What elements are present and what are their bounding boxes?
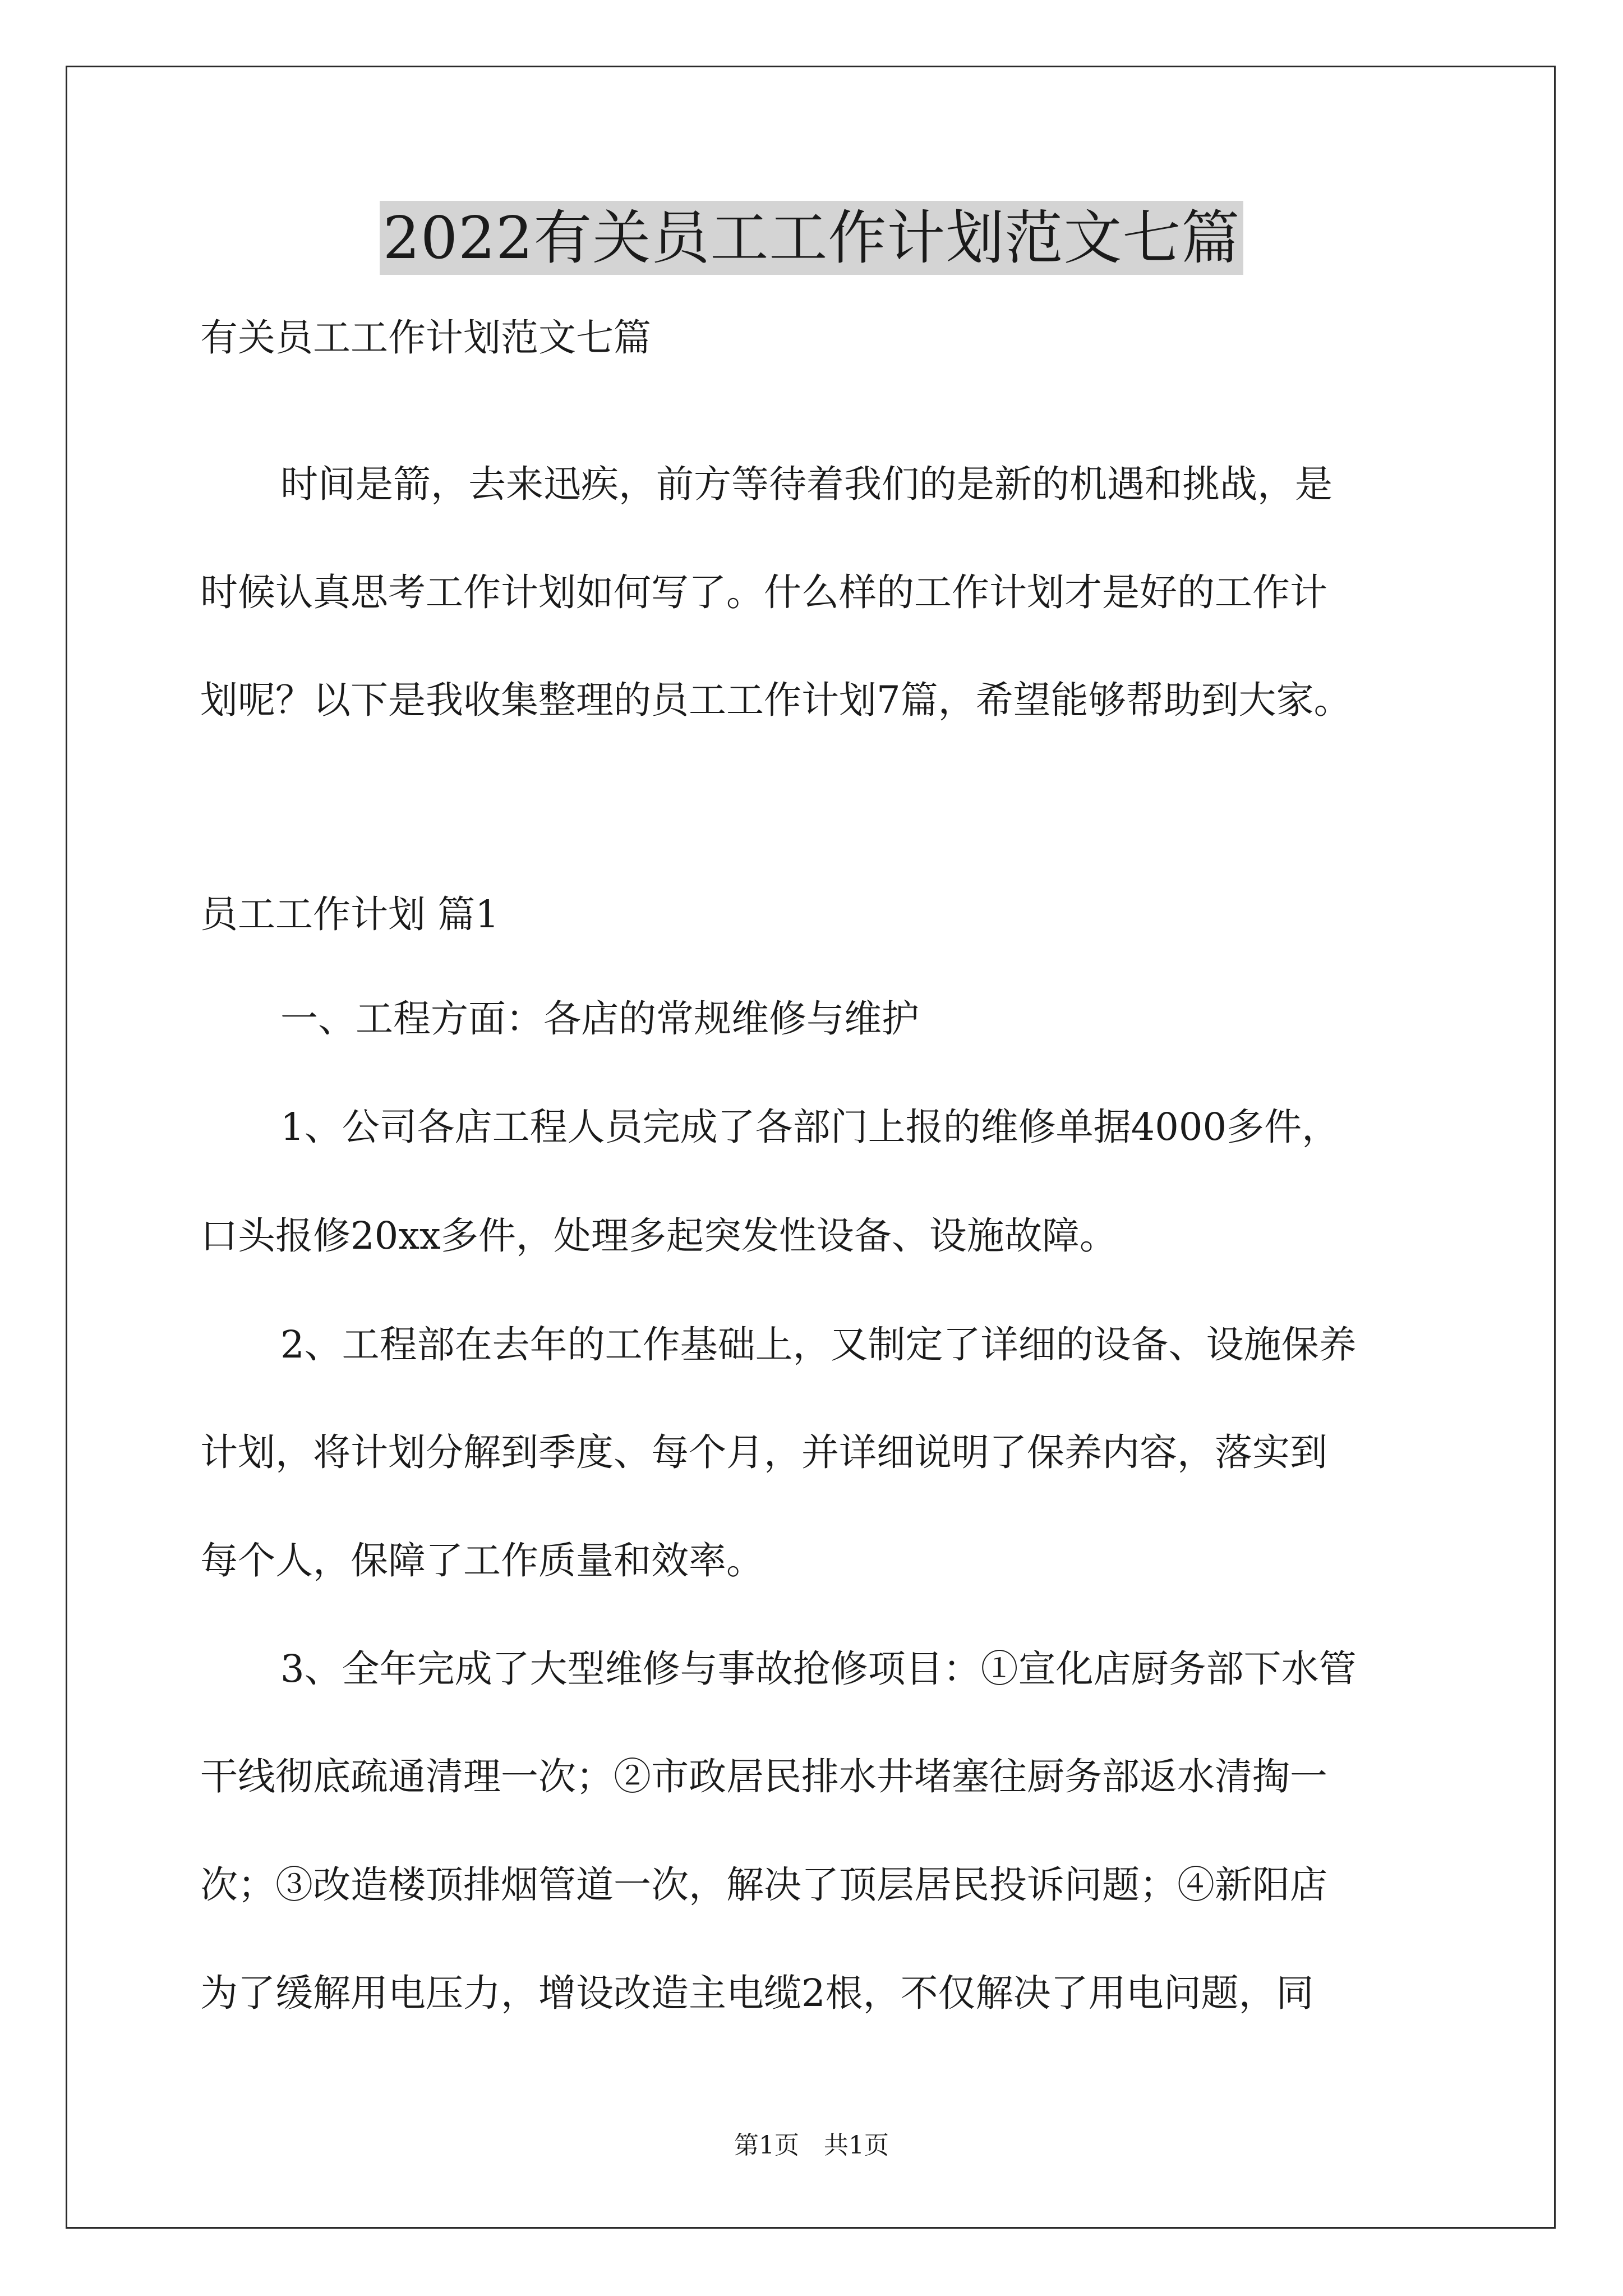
paragraph-line: 2、工程部在去年的工作基础上，又制定了详细的设备、设施保养 [280,1323,1357,1366]
paragraph-line: 一、工程方面：各店的常规维修与维护 [280,997,919,1041]
title-container [0,201,1623,275]
paragraph-line: 1、公司各店工程人员完成了各部门上报的维修单据4000多件， [280,1105,1340,1149]
paragraph-line: 干线彻底疏通清理一次；②市政居民排水井堵塞往厨务部返水清掏一 [200,1755,1327,1798]
paragraph-line: 3、全年完成了大型维修与事故抢修项目：①宣化店厨务部下水管 [280,1647,1357,1691]
section-heading: 员工工作计划 篇1 [200,892,499,936]
paragraph-line: 时候认真思考工作计划如何写了。什么样的工作计划才是好的工作计 [200,570,1327,614]
section-subtitle: 有关员工工作计划范文七篇 [200,316,651,360]
page-number-footer: 第1页 共1页 [734,2131,889,2160]
paragraph-line: 时间是箭，去来迅疾，前方等待着我们的是新的机遇和挑战，是 [280,462,1332,506]
paragraph-line: 为了缓解用电压力，增设改造主电缆2根，不仅解决了用电问题，同 [200,1971,1314,2015]
document-title: 2022有关员工工作计划范文七篇 [380,201,1244,275]
paragraph-line: 次；③改造楼顶排烟管道一次，解决了顶层居民投诉问题；④新阳店 [200,1863,1327,1907]
paragraph-line: 口头报修20xx多件，处理多起突发性设备、设施故障。 [200,1214,1117,1258]
paragraph-line: 划呢？以下是我收集整理的员工工作计划7篇，希望能够帮助到大家。 [200,678,1352,722]
paragraph-line: 计划，将计划分解到季度、每个月，并详细说明了保养内容，落实到 [200,1430,1327,1474]
paragraph-line: 每个人，保障了工作质量和效率。 [200,1539,764,1582]
